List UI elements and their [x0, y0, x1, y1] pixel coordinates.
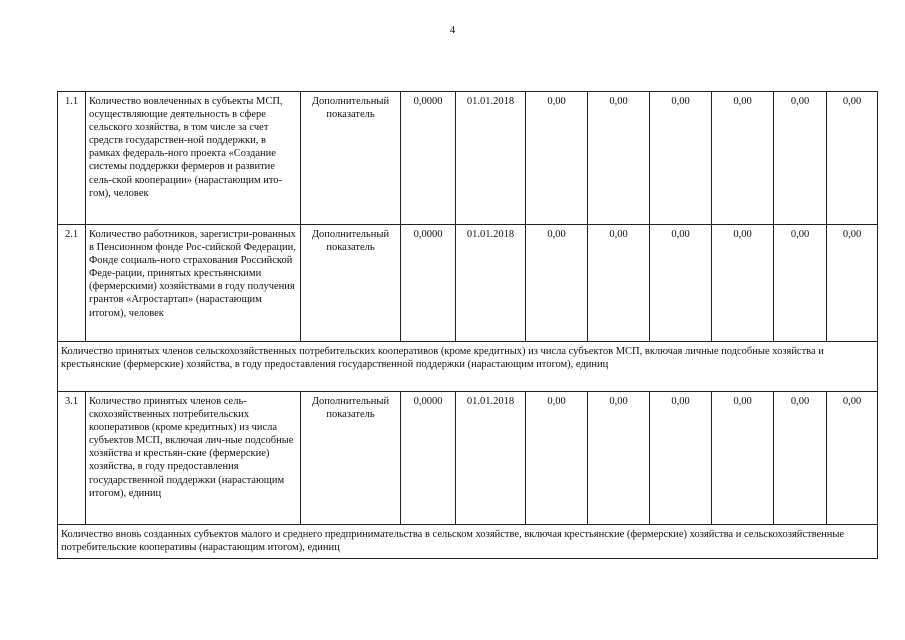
year-value: 0,00 — [827, 92, 878, 225]
section-heading: Количество принятых членов сельскохозяйственных потребительских кооперативов (кроме кредитных) из числа субъектов МСП, включая личные подсобные хозяйства и крестьянские (фермерские) хозяйства, в году предоставления государственной поддержки (нарастающим итогом), единиц — [58, 342, 878, 392]
year-value: 0,00 — [712, 392, 774, 525]
table-row — [58, 392, 878, 525]
indicators-table — [57, 91, 878, 559]
row-number: 3.1 — [58, 392, 86, 525]
section-row — [58, 342, 878, 392]
indicator-type: Дополнительный показатель — [301, 392, 401, 525]
year-value: 0,00 — [774, 225, 827, 342]
year-value: 0,00 — [827, 392, 878, 525]
year-value: 0,00 — [650, 392, 712, 525]
base-date: 01.01.2018 — [456, 225, 526, 342]
indicator-name: Количество принятых членов сель-скохозяйственных потребительских кооперативов (кроме кредитных) из числа субъектов МСП, включая лич-ные подсобные хозяйства и крестьян-ские (фермерские) хозяйства, в году предоставления государственной поддержки (нарастающим итогом), единиц — [86, 392, 301, 525]
indicator-name: Количество работников, зарегистри-рованных в Пенсионном фонде Рос-сийской Федерации, Фонде социаль-ного страхования Российской Феде-рации, принятых крестьянскими (фермерскими) хозяйствами в году получения грантов «Агростартап» (нарастающим итогом), человек — [86, 225, 301, 342]
year-value: 0,00 — [774, 392, 827, 525]
year-value: 0,00 — [774, 92, 827, 225]
year-value: 0,00 — [526, 92, 588, 225]
year-value: 0,00 — [588, 225, 650, 342]
base-value: 0,0000 — [401, 92, 456, 225]
base-value: 0,0000 — [401, 392, 456, 525]
table-row — [58, 92, 878, 225]
row-number: 2.1 — [58, 225, 86, 342]
table-row — [58, 225, 878, 342]
year-value: 0,00 — [650, 225, 712, 342]
page-number: 4 — [449, 24, 456, 36]
indicator-type: Дополнительный показатель — [301, 92, 401, 225]
section-row — [58, 525, 878, 559]
year-value: 0,00 — [588, 92, 650, 225]
year-value: 0,00 — [650, 92, 712, 225]
indicator-type: Дополнительный показатель — [301, 225, 401, 342]
year-value: 0,00 — [712, 92, 774, 225]
row-number: 1.1 — [58, 92, 86, 225]
section-heading: Количество вновь созданных субъектов малого и среднего предпринимательства в сельском хозяйстве, включая крестьянские (фермерские) хозяйства и сельскохозяйственные потребительские кооперативы (нарастающим итогом), единиц — [58, 525, 878, 559]
base-value: 0,0000 — [401, 225, 456, 342]
base-date: 01.01.2018 — [456, 92, 526, 225]
year-value: 0,00 — [526, 225, 588, 342]
indicator-name: Количество вовлеченных в субъекты МСП, осуществляющие деятельность в сфере сельского хозяйства, в том числе за счет средств государствен-ной поддержки, в рамках федераль-ного проекта «Создание системы поддержки фермеров и развитие сель-ской кооперации» (нарастающим ито-гом), человек — [86, 92, 301, 225]
year-value: 0,00 — [588, 392, 650, 525]
base-date: 01.01.2018 — [456, 392, 526, 525]
year-value: 0,00 — [712, 225, 774, 342]
year-value: 0,00 — [526, 392, 588, 525]
year-value: 0,00 — [827, 225, 878, 342]
